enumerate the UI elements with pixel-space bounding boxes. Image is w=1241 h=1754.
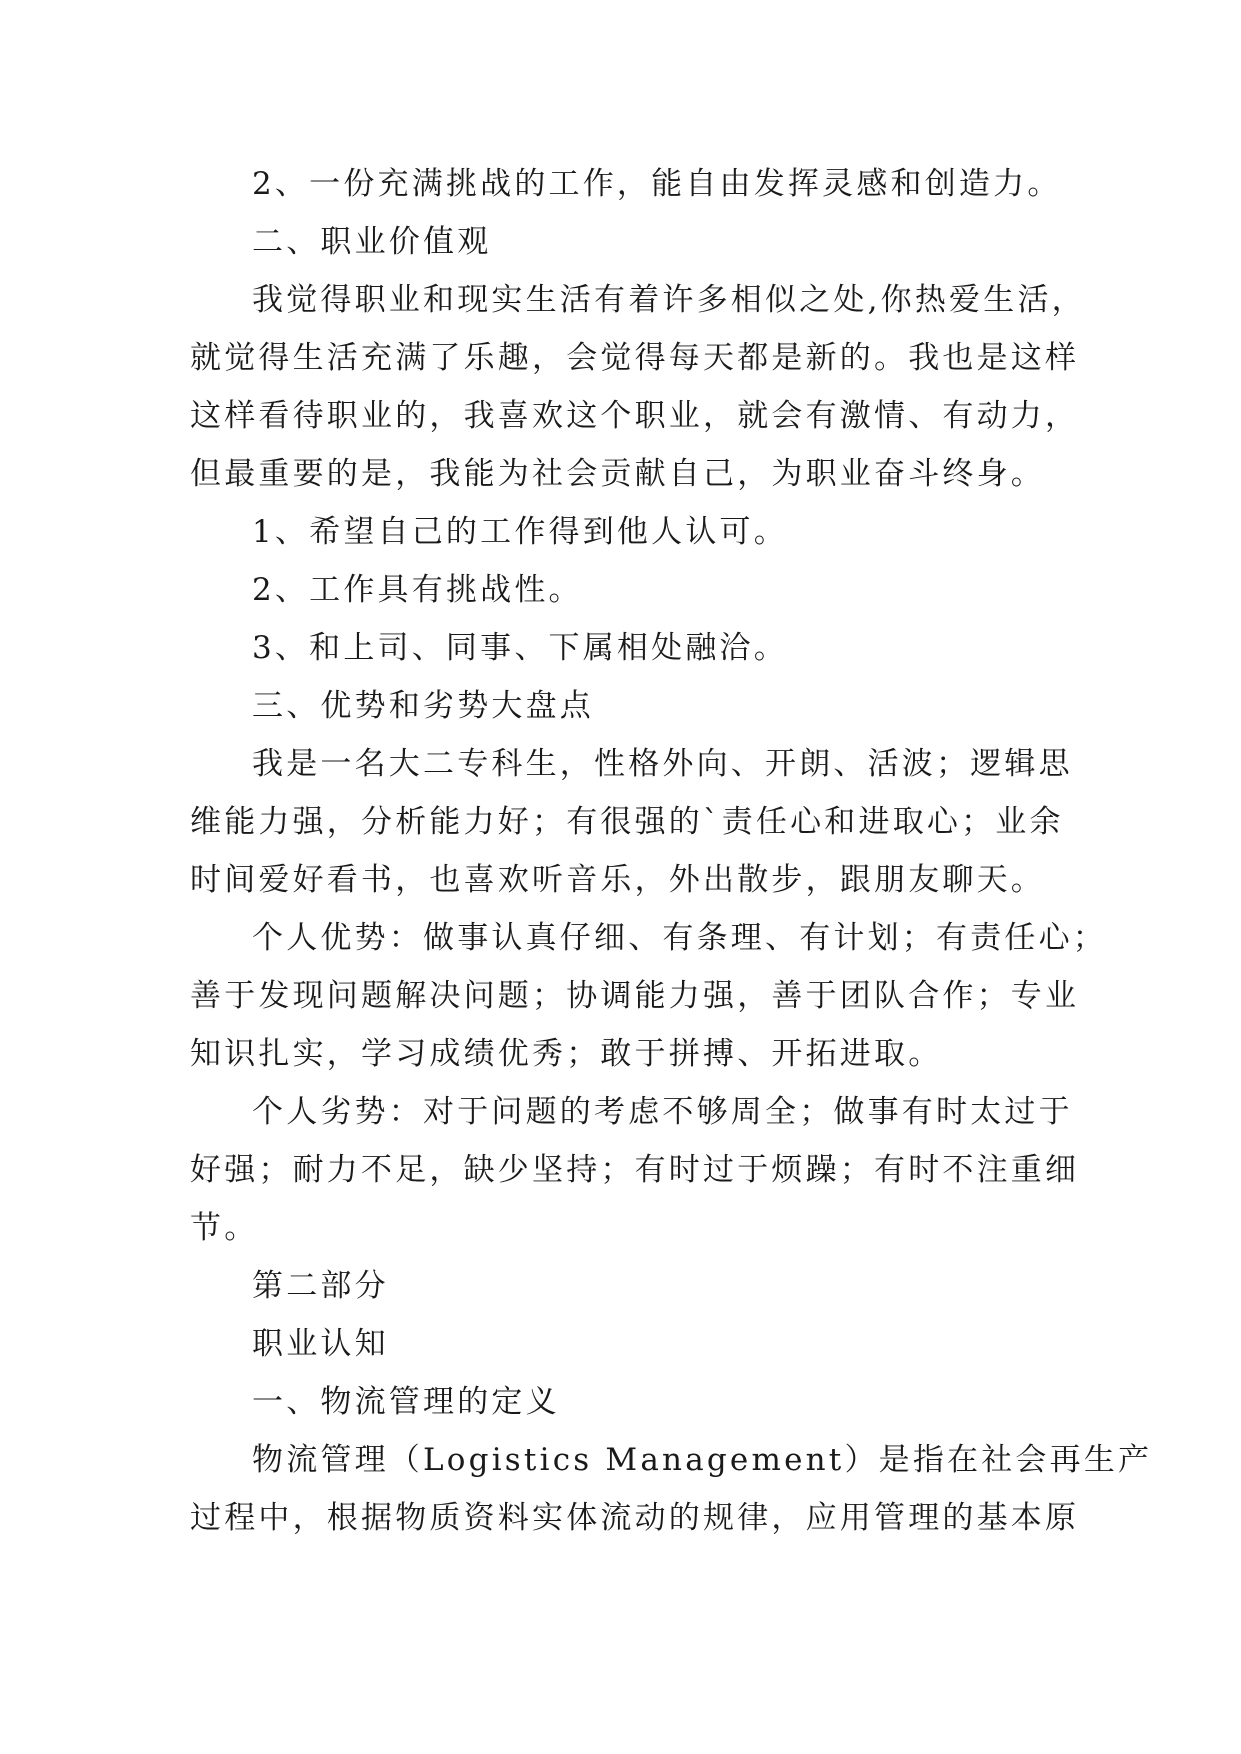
paragraph-item-2-challenge: 2、一份充满挑战的工作，能自由发挥灵感和创造力。 bbox=[252, 166, 1062, 202]
section-heading-strengths-weaknesses: 三、优势和劣势大盘点 bbox=[252, 688, 594, 724]
paragraph-text: 但最重要的是，我能为社会贡献自己，为职业奋斗终身。 bbox=[190, 456, 1045, 492]
paragraph-text: 这样看待职业的，我喜欢这个职业，就会有激情、有动力， bbox=[190, 398, 1080, 434]
paragraph-text: 个人劣势：对于问题的考虑不够周全；做事有时太过于 bbox=[252, 1094, 1073, 1130]
paragraph-text: 就觉得生活充满了乐趣，会觉得每天都是新的。我也是这样 bbox=[190, 340, 1080, 376]
list-item: 3、和上司、同事、下属相处融洽。 bbox=[252, 630, 788, 666]
paragraph-text: 节。 bbox=[190, 1210, 259, 1246]
paragraph-text: 物流管理（Logistics Management）是指在社会再生产 bbox=[252, 1442, 1153, 1478]
part-heading: 第二部分 bbox=[252, 1268, 389, 1304]
part-subheading: 职业认知 bbox=[252, 1326, 389, 1362]
paragraph-text: 我是一名大二专科生，性格外向、开朗、活波；逻辑思 bbox=[252, 746, 1073, 782]
list-item: 1、希望自己的工作得到他人认可。 bbox=[252, 514, 788, 550]
paragraph-text: 过程中，根据物质资料实体流动的规律，应用管理的基本原 bbox=[190, 1500, 1080, 1536]
section-heading-career-values: 二、职业价值观 bbox=[252, 224, 492, 260]
paragraph-text: 善于发现问题解决问题；协调能力强，善于团队合作；专业 bbox=[190, 978, 1080, 1014]
section-heading-logistics-definition: 一、物流管理的定义 bbox=[252, 1384, 560, 1420]
paragraph-text: 维能力强，分析能力好；有很强的`责任心和进取心；业余 bbox=[190, 804, 1064, 840]
paragraph-text: 个人优势：做事认真仔细、有条理、有计划；有责任心； bbox=[252, 920, 1107, 956]
paragraph-text: 好强；耐力不足，缺少坚持；有时过于烦躁；有时不注重细 bbox=[190, 1152, 1080, 1188]
paragraph-text: 我觉得职业和现实生活有着许多相似之处,你热爱生活， bbox=[252, 282, 1086, 318]
paragraph-text: 知识扎实，学习成绩优秀；敢于拼搏、开拓进取。 bbox=[190, 1036, 943, 1072]
list-item: 2、工作具有挑战性。 bbox=[252, 572, 583, 608]
paragraph-text: 时间爱好看书，也喜欢听音乐，外出散步，跟朋友聊天。 bbox=[190, 862, 1045, 898]
